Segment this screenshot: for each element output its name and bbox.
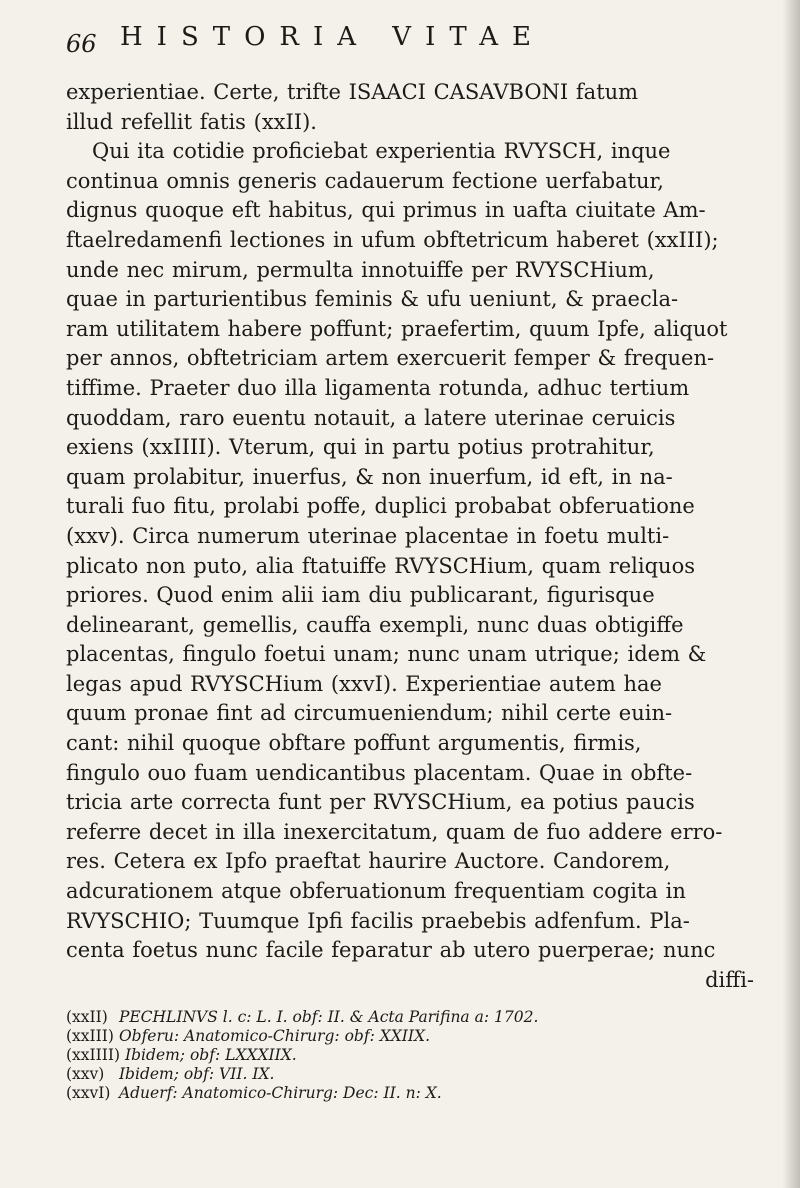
footnote [66, 1027, 756, 1046]
text-line: exiens (xxIIII). Vterum, qui in partu potius protrahitur, [66, 435, 655, 460]
text-line: quam prolabitur, inuerfus, & non inuerfum, id eft, in na- [66, 464, 673, 489]
footnotes [66, 1008, 756, 1103]
footnote-mark: (xxv) [66, 1065, 105, 1083]
footnote [66, 1065, 756, 1084]
footnote-mark: (xxIIII) [66, 1046, 121, 1064]
footnote-mark: (xxII) [66, 1008, 108, 1026]
text-line: RVYSCHIO; Tuumque Ipfi facilis praebebis adfenfum. Pla- [66, 908, 690, 933]
footnote [66, 1008, 756, 1027]
text-line: adcurationem atque obferuationum frequentiam cogita in [66, 879, 686, 904]
footnote [66, 1084, 756, 1103]
text-line: quoddam, raro euentu notauit, a latere uterinae ceruicis [66, 405, 676, 430]
page-number: 66 [66, 30, 97, 58]
footnote-text: Ibidem; obf: LXXXIIX. [125, 1046, 297, 1064]
text-line: res. Cetera ex Ipfo praeftat haurire Auctore. Candorem, [66, 849, 671, 874]
body-text [66, 78, 762, 995]
text-line: unde nec mirum, permulta innotuiffe per RVYSCHium, [66, 257, 655, 282]
paragraph-start-line: Qui ita cotidie proficiebat experientia RVYSCH, inque [92, 139, 671, 164]
text-line: ram utilitatem habere poffunt; praefertim, quum Ipfe, aliquot [66, 316, 728, 341]
text-line: dignus quoque eft habitus, qui primus in uafta ciuitate Am- [66, 198, 706, 223]
text-line: delinearant, gemellis, cauffa exempli, nunc duas obtigiffe [66, 612, 684, 637]
text-line: placentas, fingulo foetui unam; nunc unam utrique; idem & [66, 642, 707, 667]
running-head: HISTORIA VITAE [120, 22, 546, 52]
text-line: per annos, obftetriciam artem exercuerit femper & frequen- [66, 346, 715, 371]
text-line: ftaelredamenfi lectiones in ufum obftetricum haberet (xxIII); [66, 227, 719, 252]
text-line: quae in parturientibus feminis & ufu ueniunt, & praecla- [66, 287, 679, 312]
text-line: priores. Quod enim alii iam diu publicarant, figurisque [66, 583, 655, 608]
text-line: plicato non puto, alia ftatuiffe RVYSCHium, quam reliquos [66, 553, 695, 578]
footnote [66, 1046, 756, 1065]
catchword: diffi- [705, 967, 754, 992]
text-line: turali fuo fitu, prolabi poffe, duplici probabat obferuatione [66, 494, 695, 519]
footnote-text: Aduerf: Anatomico-Chirurg: Dec: II. n: X. [118, 1084, 442, 1102]
text-line: cant: nihil quoque obftare poffunt argumentis, firmis, [66, 731, 642, 756]
text-line: illud refellit fatis (xxII). [66, 109, 317, 134]
page-edge-shadow [782, 0, 800, 1188]
text-line: fingulo ouo fuam uendicantibus placentam. Quae in obfte- [66, 760, 693, 785]
text-line: tricia arte correcta funt per RVYSCHium, ea potius paucis [66, 790, 695, 815]
text-line: experientiae. Certe, trifte ISAACI CASAVBONI fatum [66, 80, 639, 104]
footnote-mark: (xxIII) [66, 1027, 114, 1045]
footnote-mark: (xxvI) [66, 1084, 111, 1102]
text-line: continua omnis generis cadauerum fectione uerfabatur, [66, 168, 664, 193]
text-line: referre decet in illa inexercitatum, quam de fuo addere erro- [66, 819, 723, 844]
page-header [66, 22, 706, 62]
text-line: legas apud RVYSCHium (xxvI). Experientiae autem hae [66, 671, 662, 696]
footnote-text: Ibidem; obf: VII. IX. [118, 1065, 275, 1083]
text-line: (xxv). Circa numerum uterinae placentae in foetu multi- [66, 523, 670, 548]
footnote-text: Obferu: Anatomico-Chirurg: obf: XXIIX. [118, 1027, 430, 1045]
text-line: centa foetus nunc facile feparatur ab utero puerperae; nunc [66, 938, 716, 963]
footnote-text: PECHLINVS l. c: L. I. obf: II. & Acta Parifina a: 1702. [118, 1008, 539, 1026]
text-line: tiffime. Praeter duo illa ligamenta rotunda, adhuc tertium [66, 375, 690, 400]
text-line: quum pronae fint ad circumueniendum; nihil certe euin- [66, 701, 673, 726]
